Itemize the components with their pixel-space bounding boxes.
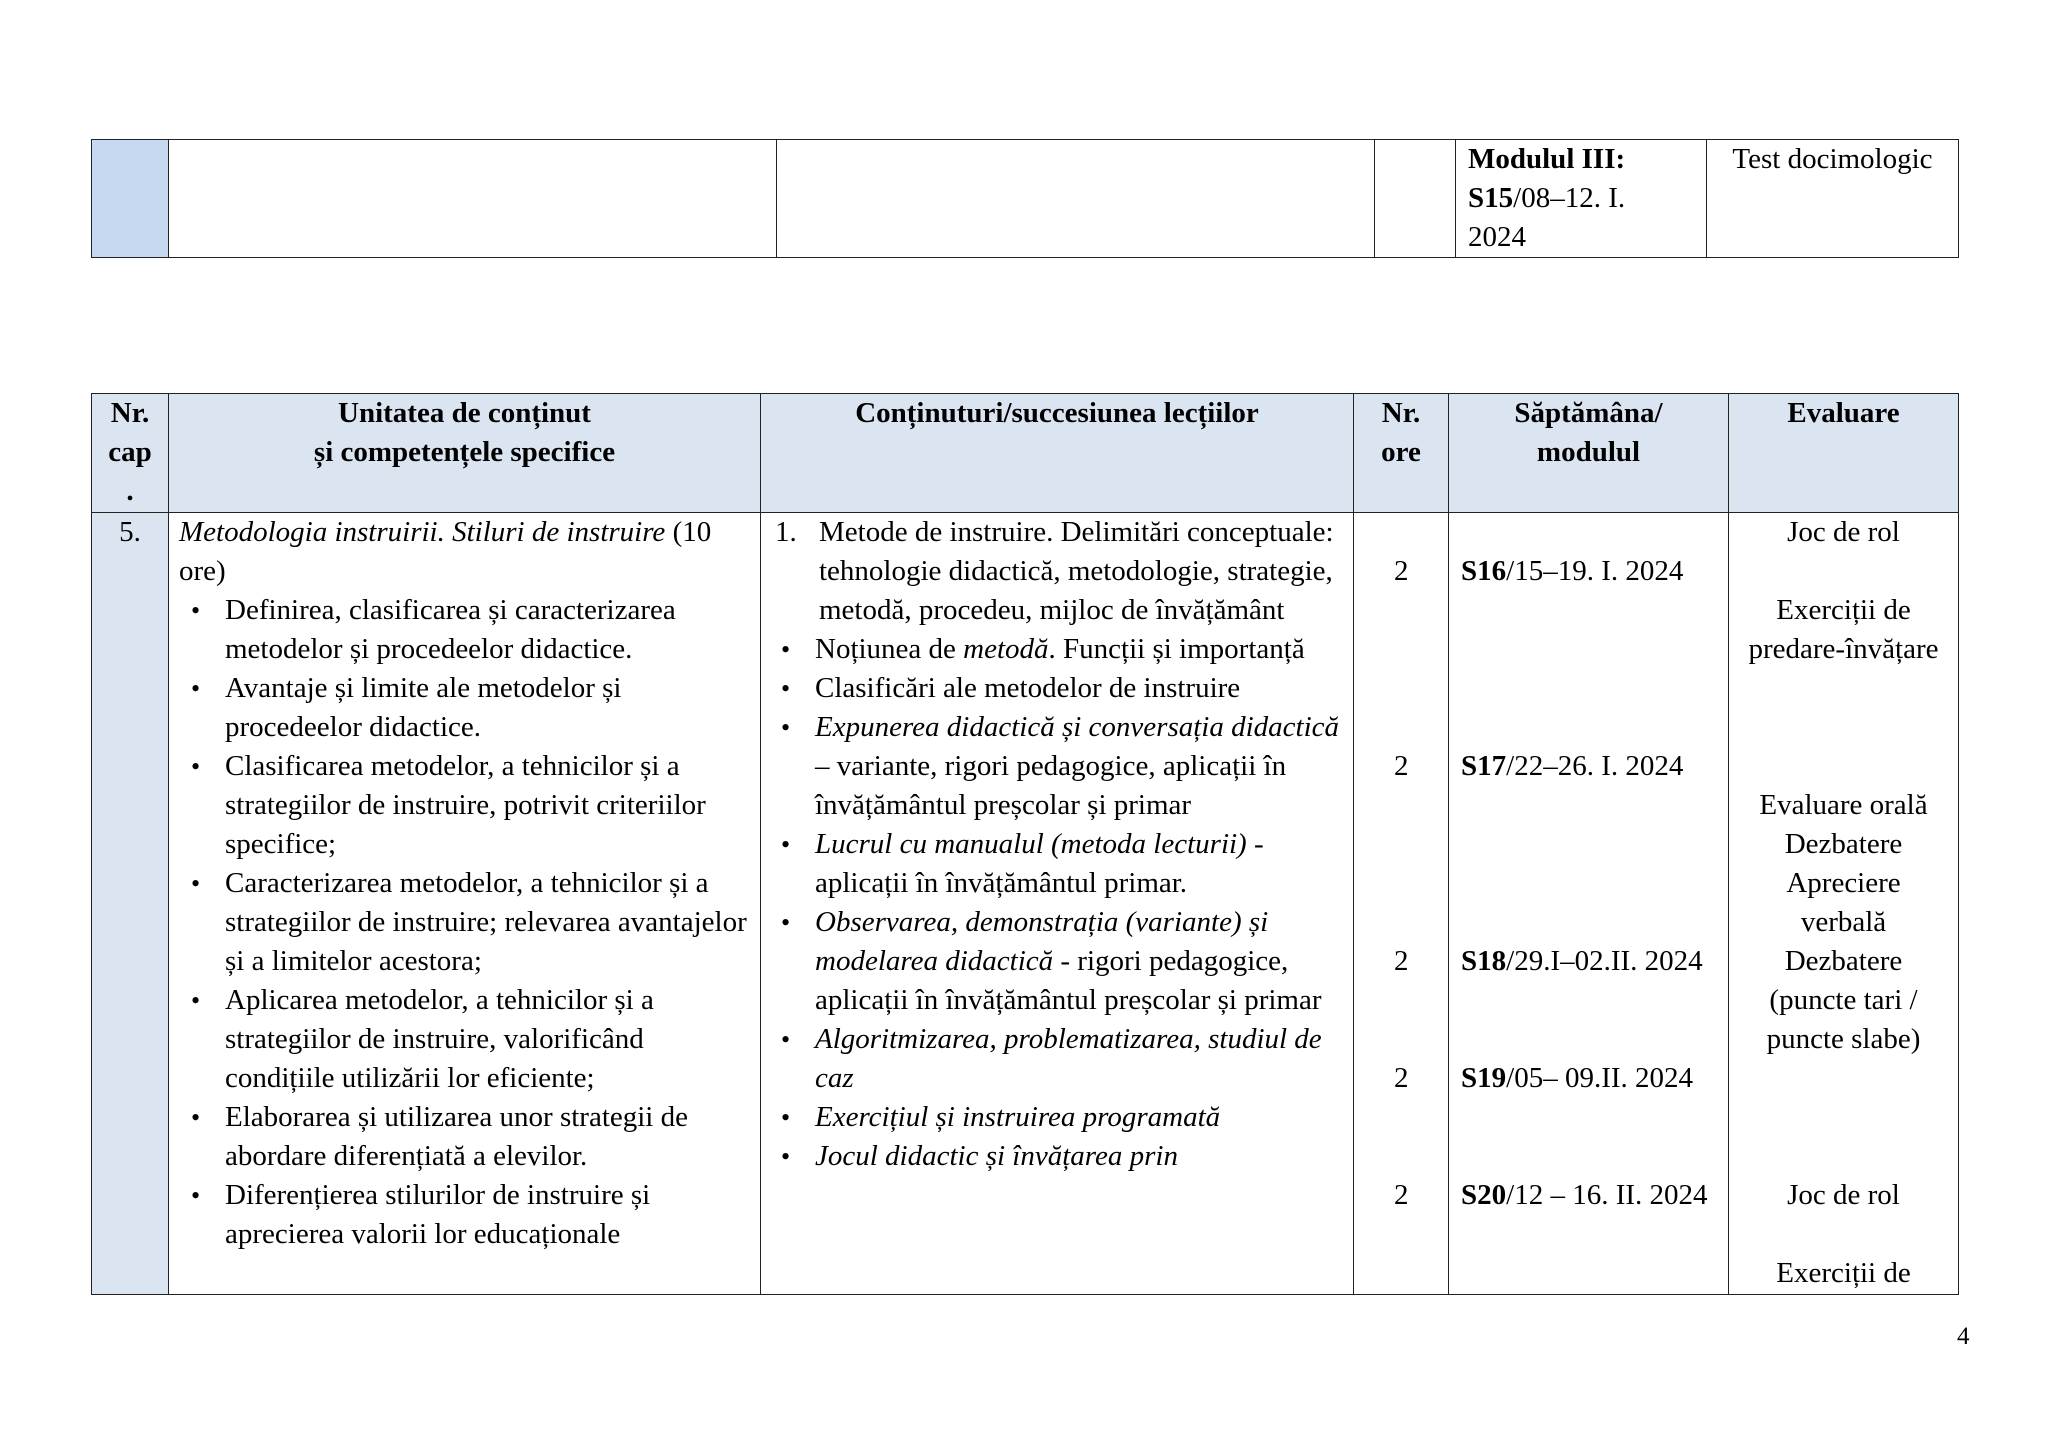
unit-title [179, 513, 750, 591]
module-cell [1456, 140, 1707, 258]
list-item [769, 825, 1345, 903]
header-row [92, 394, 1959, 513]
item-text: Metode de instruire. Delimitări conceptuale: tehnologie didactică, metodologie, strategie, metodă, procedeu, mijloc de învățământ [819, 516, 1334, 626]
week-column [1449, 513, 1728, 1293]
evaluation-text: puncte slabe) [1766, 1023, 1921, 1055]
item-text: – variante, rigori pedagogice, aplicații în învățământul preșcolar și primar [815, 750, 1287, 821]
header-content [761, 394, 1354, 513]
highlight-cell [92, 140, 169, 258]
list-item [769, 1020, 1345, 1098]
list-item [769, 630, 1345, 669]
evaluation-text: Evaluare orală [1759, 789, 1928, 821]
item-text-italic: metodă [963, 633, 1049, 665]
evaluation-text: Exerciții de [1776, 594, 1911, 626]
list-item [769, 669, 1345, 708]
hours-cell [1354, 513, 1449, 1295]
header-text: Conținuturi/succesiunea lecțiilor [855, 397, 1259, 429]
evaluation-text: predare-învățare [1748, 633, 1939, 665]
week-code: S15 [1468, 182, 1514, 214]
week-code: S19 [1461, 1062, 1507, 1094]
item-text: - rigori pedagogice, aplicații în învățământul preșcolar și primar [815, 945, 1322, 1016]
evaluation-cell [1707, 140, 1959, 258]
table-row [92, 140, 1959, 258]
item-text-italic: Expunerea didactică și conversația didactică [815, 711, 1340, 743]
empty-cell [777, 140, 1375, 258]
header-text: . [126, 475, 134, 507]
header-text: Nr. [1381, 397, 1421, 429]
hours-column [1354, 513, 1448, 1293]
week-code: S20 [1461, 1179, 1507, 1211]
list-item [769, 708, 1345, 825]
item-text: Clasificări ale metodelor de instruire [815, 672, 1241, 704]
item-text-italic: Exercițiul și instruirea programată [815, 1101, 1221, 1133]
main-table [91, 393, 1959, 1295]
list-item: • Caracterizarea metodelor, a tehnicilor și a strategiilor de instruire; relevarea avantajelor și a limitelor acestora; [179, 864, 750, 981]
item-text: Noțiunea de [815, 633, 964, 665]
item-number: 1. [775, 516, 797, 548]
chapter-number-cell [92, 513, 169, 1295]
evaluation-text: Joc de rol [1787, 1179, 1900, 1211]
list-item [769, 1098, 1345, 1137]
header-text: Săptămâna/ [1514, 397, 1663, 429]
list-item [769, 1137, 1345, 1176]
week-dates: /08–12. I. [1513, 182, 1626, 214]
header-evaluation [1729, 394, 1959, 513]
item-text: . Funcții și importanță [1048, 633, 1305, 665]
evaluation-text: Test docimologic [1732, 143, 1933, 175]
week-code: S17 [1461, 750, 1507, 782]
week-cell [1449, 513, 1729, 1295]
item-text-italic: Jocul didactic și învățarea prin [815, 1140, 1178, 1172]
table-row [92, 513, 1959, 1295]
header-text: și competențele specifice [313, 436, 616, 468]
week-dates: /22–26. I. 2024 [1506, 750, 1684, 782]
week-code: S16 [1461, 555, 1507, 587]
week-entry [1461, 942, 1703, 981]
hours-value: 2 [1394, 945, 1409, 977]
week-dates: /15–19. I. 2024 [1506, 555, 1684, 587]
page-number: 4 [1957, 1323, 1970, 1350]
item-text-italic: Algoritmizarea, problematizarea, studiul de caz [815, 1023, 1322, 1094]
header-text: cap [108, 436, 152, 468]
hours-value: 2 [1394, 750, 1409, 782]
unit-title-italic: Metodologia instruirii. Stiluri de instruire [179, 516, 666, 548]
item-text-italic: Lucrul cu manualul (metoda lecturii) [815, 828, 1247, 860]
evaluation-text: Exerciții de [1776, 1257, 1911, 1289]
header-text: Unitatea de conținut [338, 397, 591, 429]
week-entry [1461, 552, 1683, 591]
content-list [769, 630, 1345, 1176]
evaluation-column [1729, 513, 1958, 1293]
evaluation-text: verbală [1800, 906, 1887, 938]
evaluation-text: (puncte tari / [1769, 984, 1918, 1016]
list-item: • Elaborarea și utilizarea unor strategii de abordare diferențiată a elevilor. [179, 1098, 750, 1176]
list-item: • Definirea, clasificarea și caracterizarea metodelor și procedeelor didactice. [179, 591, 750, 669]
week-dates: /05– 09.II. 2024 [1506, 1062, 1694, 1094]
list-item: • Avantaje și limite ale metodelor și procedeelor didactice. [179, 669, 750, 747]
evaluation-text: Dezbatere [1784, 828, 1903, 860]
content-cell [761, 513, 1354, 1295]
week-entry [1461, 1176, 1708, 1215]
top-table [91, 139, 1959, 258]
header-text: modulul [1536, 436, 1641, 468]
evaluation-text: Joc de rol [1787, 516, 1900, 548]
hours-value: 2 [1394, 1062, 1409, 1094]
evaluation-text: Apreciere [1786, 867, 1901, 899]
numbered-item [773, 513, 1345, 630]
header-text: Evaluare [1787, 397, 1900, 429]
empty-cell [1375, 140, 1456, 258]
empty-cell [169, 140, 777, 258]
unit-title-hours: (10 ore) [179, 516, 712, 587]
item-text: - aplicații în învățământul primar. [815, 828, 1264, 899]
evaluation-text: Dezbatere [1784, 945, 1903, 977]
unit-cell [169, 513, 761, 1295]
list-item: • Diferențierea stilurilor de instruire și aprecierea valorii lor educaționale [179, 1176, 750, 1254]
hours-value: 2 [1394, 1179, 1409, 1211]
chapter-number: 5. [119, 516, 141, 548]
hours-value: 2 [1394, 555, 1409, 587]
list-item [769, 903, 1345, 1020]
week-entry [1461, 1059, 1693, 1098]
list-item: • Clasificarea metodelor, a tehnicilor și a strategiilor de instruire, potrivit criteriilor specifice; [179, 747, 750, 864]
header-hours [1354, 394, 1449, 513]
module-label: Modulul III: [1468, 143, 1626, 175]
item-text-italic: Observarea, demonstrația (variante) și modelarea didactică [815, 906, 1269, 977]
header-text: ore [1381, 436, 1421, 468]
week-dates: /29.I–02.II. 2024 [1506, 945, 1703, 977]
header-nr-cap [92, 394, 169, 513]
header-week [1449, 394, 1729, 513]
header-unit [169, 394, 761, 513]
week-year: 2024 [1468, 221, 1526, 253]
header-text: Nr. [110, 397, 150, 429]
evaluation-cell [1729, 513, 1959, 1295]
week-entry [1461, 747, 1683, 786]
week-dates: /12 – 16. II. 2024 [1506, 1179, 1708, 1211]
competence-list [179, 591, 750, 1254]
week-code: S18 [1461, 945, 1507, 977]
list-item: • Aplicarea metodelor, a tehnicilor și a strategiilor de instruire, valorificând condițiile utilizării lor eficiente; [179, 981, 750, 1098]
